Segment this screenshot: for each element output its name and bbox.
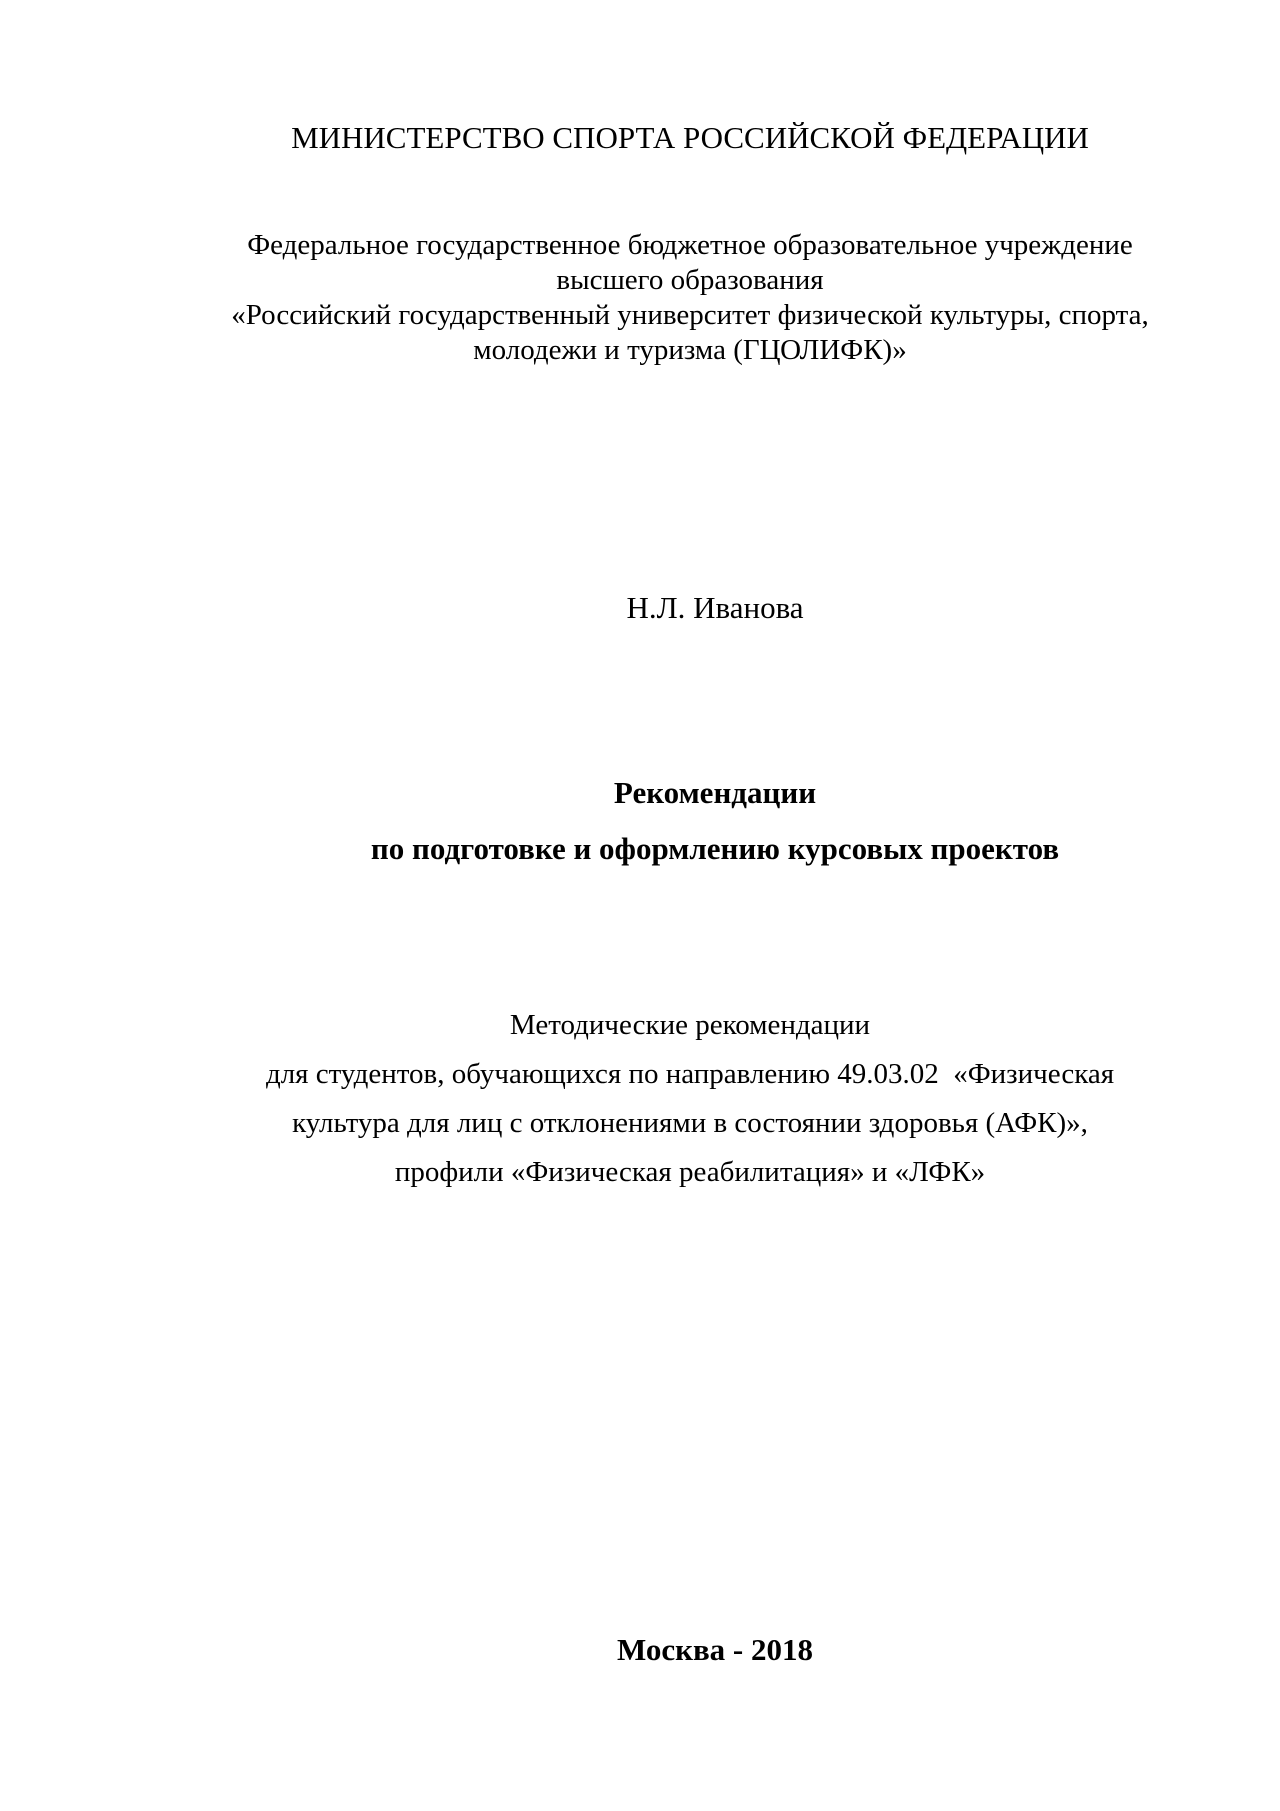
subtitle-line: профили «Физическая реабилитация» и «ЛФК»: [394, 1156, 986, 1188]
subtitle-line: для студентов, обучающихся по направлению 49.03.02 «Физическая: [265, 1058, 1115, 1090]
institution-line: молодежи и туризма (ГЦОЛИФК)»: [473, 334, 907, 366]
subtitle-line: Методические рекомендации: [509, 1009, 871, 1041]
institution-line: Федеральное государственное бюджетное образовательное учреждение: [247, 229, 1133, 261]
ministry-heading: МИНИСТЕРСТВО СПОРТА РОССИЙСКОЙ ФЕДЕРАЦИИ: [291, 120, 1089, 155]
institution-block: [100, 228, 1280, 368]
city-year: Москва - 2018: [616, 1632, 814, 1667]
institution-line: высшего образования: [556, 264, 824, 296]
document-title: [150, 765, 1280, 877]
title-line: по подготовке и оформлению курсовых проектов: [370, 831, 1060, 866]
title-line: Рекомендации: [613, 775, 817, 810]
document-subtitle: [100, 1001, 1280, 1197]
author-name: Н.Л. Иванова: [626, 590, 804, 625]
subtitle-line: культура для лиц с отклонениями в состоянии здоровья (АФК)»,: [292, 1107, 1088, 1139]
institution-line: «Российский государственный университет физической культуры, спорта,: [231, 299, 1149, 331]
